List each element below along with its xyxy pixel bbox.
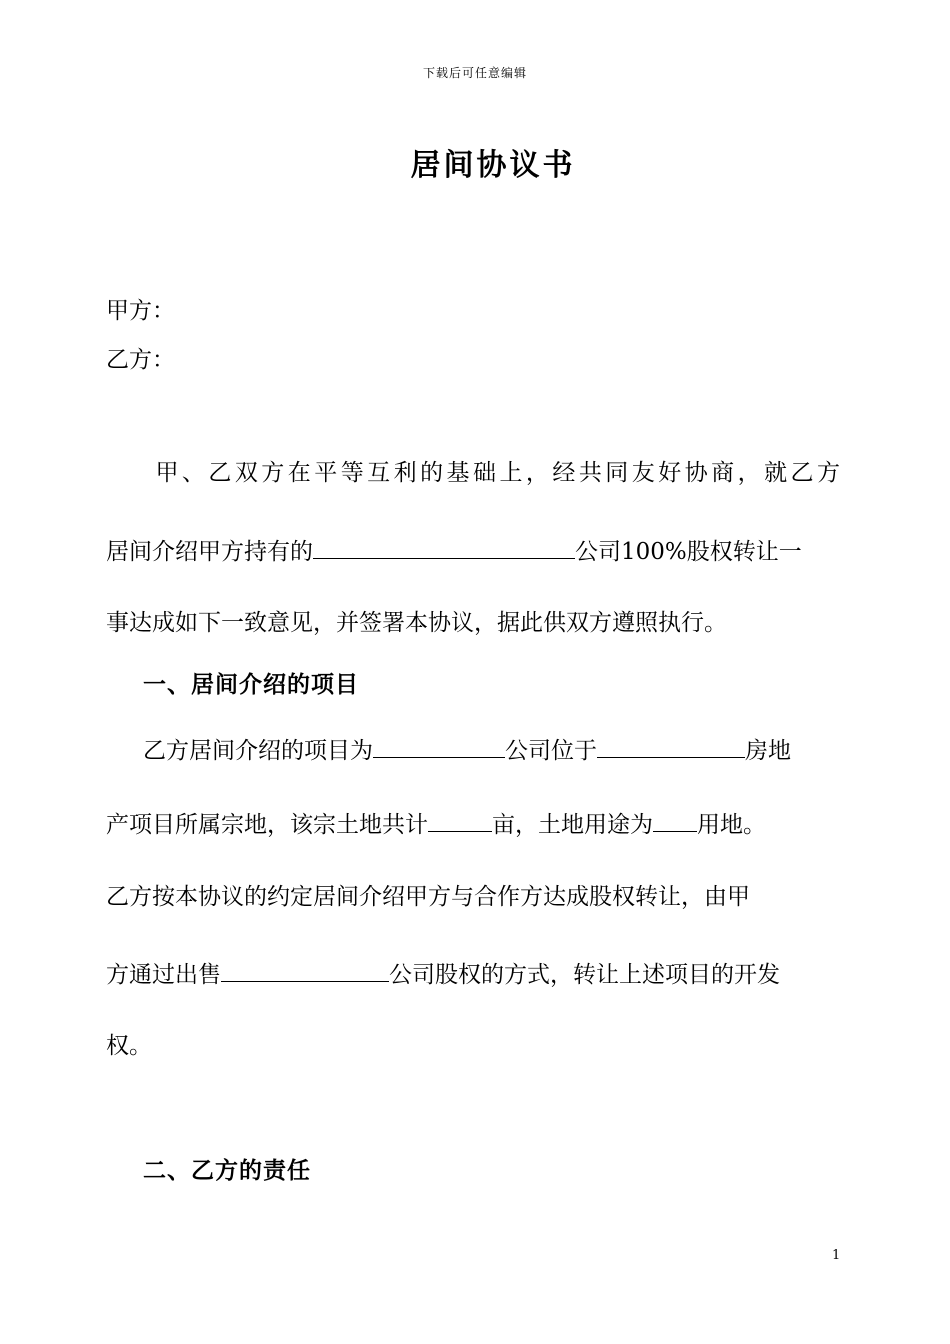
section-1-line-4-text-b: 公司股权的方式，转让上述项目的开发 [389,962,780,988]
section-1-line-4-text-a: 方通过出售 [106,962,221,988]
land-use-blank [653,807,697,832]
page-header-note: 下载后可任意编辑 [422,66,527,80]
intro-line-1 [106,458,840,488]
company-name-blank-3 [221,957,389,982]
document-title: 居间协议书 [410,148,576,183]
location-blank [597,733,745,758]
intro-line-3: 事达成如下一致意见，并签署本协议，据此供双方遵照执行。 [106,610,727,636]
page-number: 1 [832,1248,841,1263]
section-1-line-2-text-a: 产项目所属宗地，该宗土地共计 [106,812,428,838]
section-1-line-2-text-c: 用地。 [697,812,766,838]
section-1-line-2-text-b: 亩，土地用途为 [492,812,653,838]
section-1-line-5: 权。 [106,1033,152,1059]
intro-line-2 [106,534,802,567]
section-1-line-3: 乙方按本协议的约定居间介绍甲方与合作方达成股权转让，由甲 [106,884,750,910]
section-1-line-1-text-c: 房地 [745,738,791,764]
section-1-line-1 [143,733,791,766]
intro-line-2-text-a: 居间介绍甲方持有的 [106,539,313,565]
section-1-heading: 一、居间介绍的项目 [143,671,359,698]
intro-line-1-text: 甲、乙双方在平等互利的基础上，经共同友好协商，就乙方 [152,460,840,486]
intro-line-2-text-b: 公司100%股权转让一 [575,539,802,565]
section-1-line-2 [106,807,766,840]
section-1-line-4 [106,957,780,990]
section-1-line-1-text-b: 公司位于 [505,738,597,764]
party-b-label: 乙方： [106,347,175,373]
section-2-heading: 二、乙方的责任 [143,1157,311,1184]
land-area-blank [428,807,492,832]
company-name-blank-2 [373,733,505,758]
party-a-label: 甲方： [106,298,175,324]
company-name-blank-1 [313,534,575,559]
section-1-line-1-text-a: 乙方居间介绍的项目为 [143,738,373,764]
